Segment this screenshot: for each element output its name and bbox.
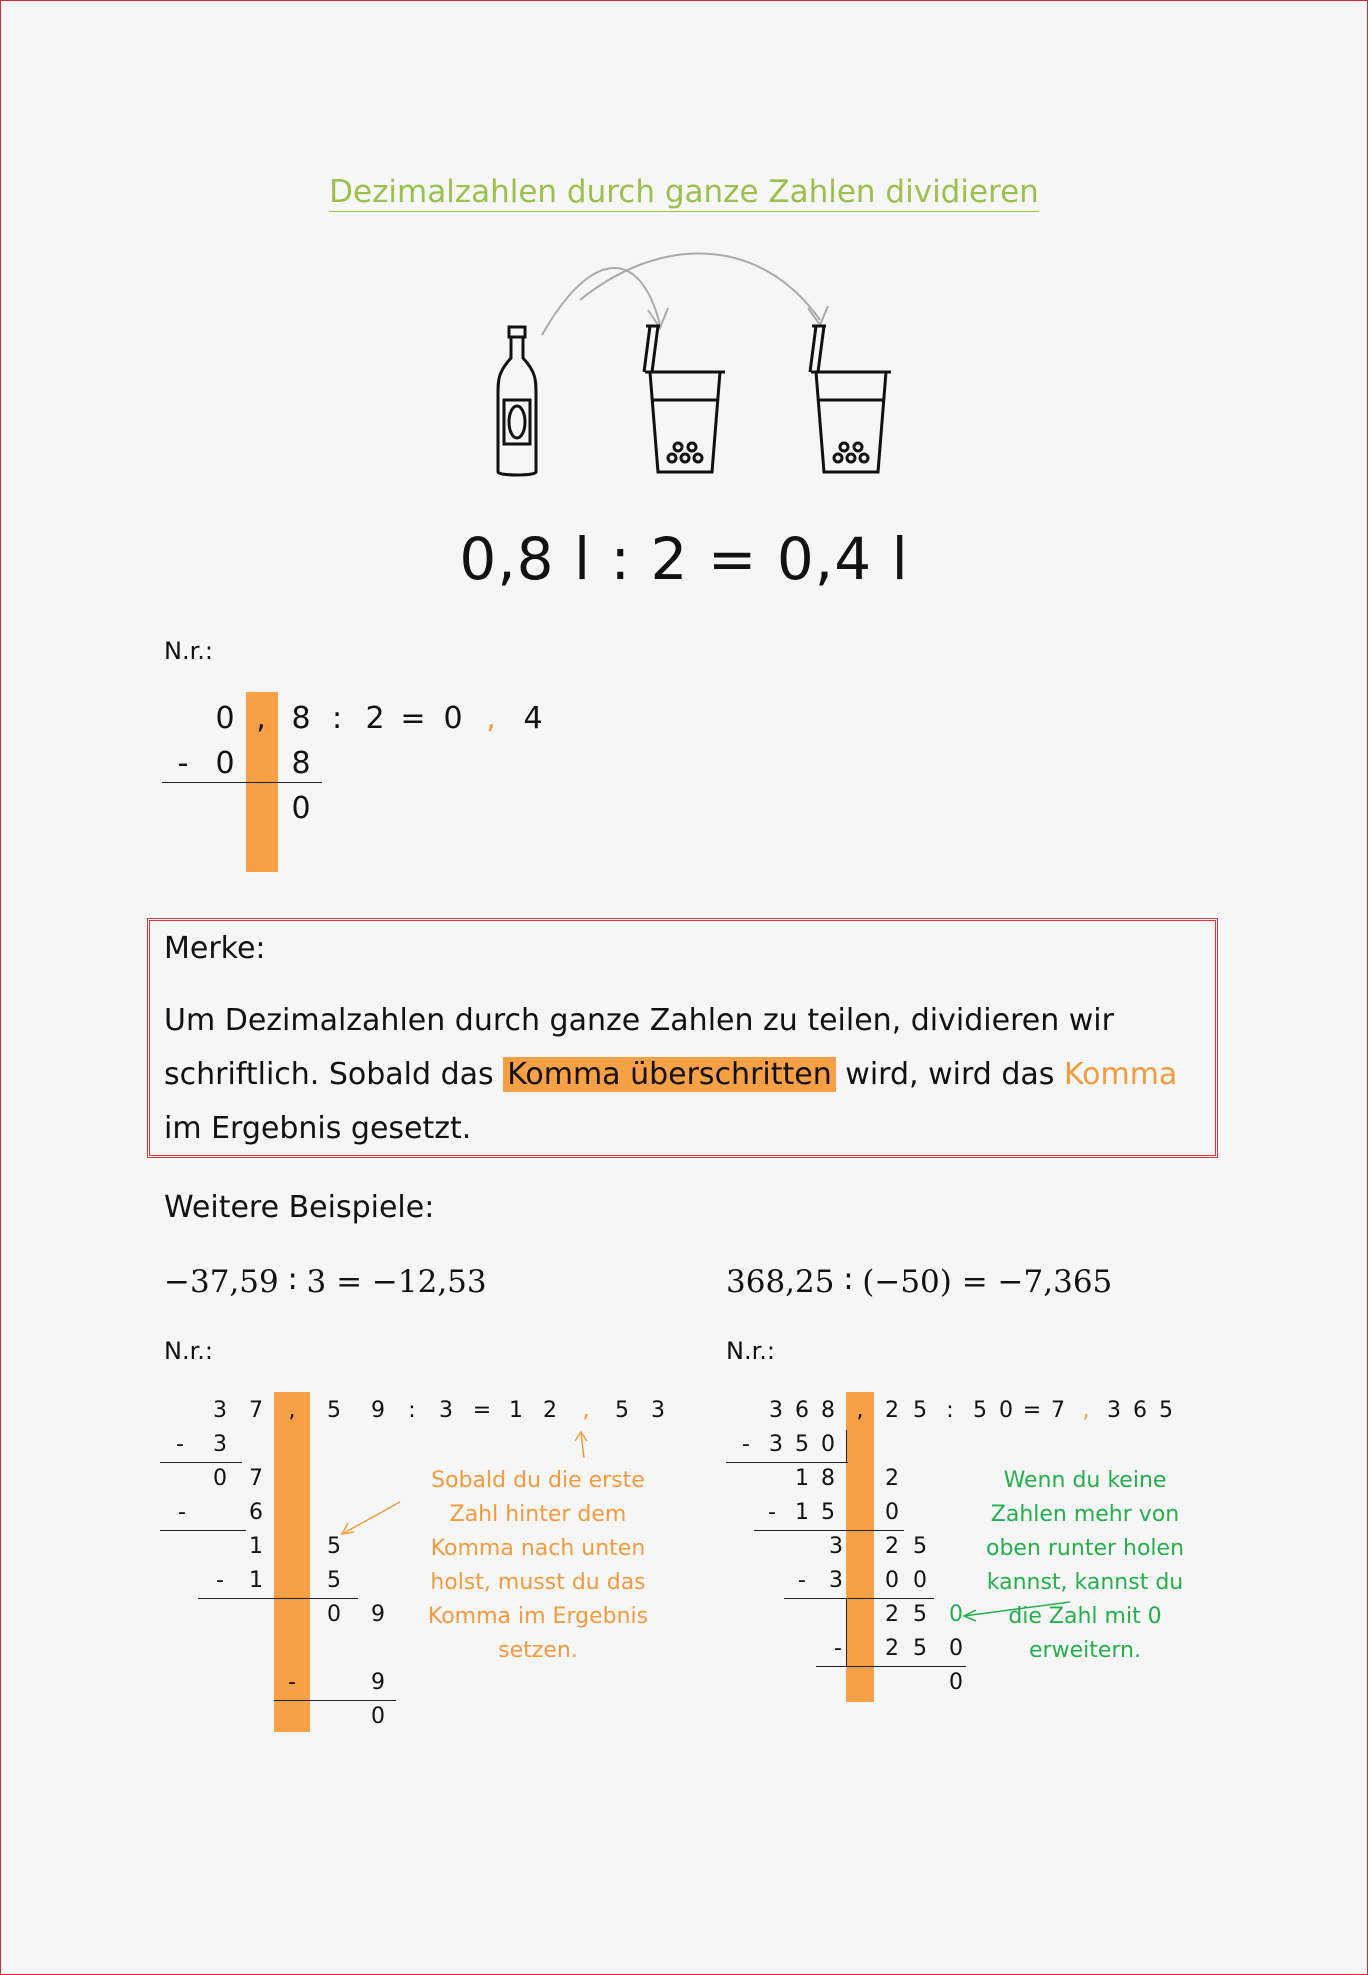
- result-comma: ,: [1082, 1398, 1090, 1423]
- digit: 8: [821, 1398, 835, 1423]
- digit: 5: [795, 1432, 809, 1457]
- main-equation: 0,8 l : 2 = 0,4 l: [459, 525, 909, 593]
- digit: 0: [371, 1704, 385, 1729]
- operator: =: [1022, 1398, 1042, 1423]
- digit: 2: [885, 1398, 899, 1423]
- merke-text: [164, 994, 1194, 1156]
- digit: 0: [885, 1568, 899, 1593]
- merke-text-part: Um Dezimalzahlen durch ganze Zahlen zu teilen, dividieren wir schriftlich. Sobald das: [164, 1003, 1114, 1092]
- merke-highlight: Komma überschritten: [503, 1057, 836, 1092]
- digit: 3: [439, 1398, 453, 1423]
- digit: 0: [213, 1466, 227, 1491]
- subtraction-line: [160, 1530, 246, 1531]
- note-null: Wenn du keine Zahlen mehr von oben runter holen kannst, kannst du die Zahl mit 0 erweitern.: [985, 1468, 1185, 1663]
- operator: :: [331, 701, 343, 736]
- minus-sign: -: [742, 1432, 750, 1457]
- note-komma: Sobald du die erste Zahl hinter dem Komma nach unten holst, musst du das Komma im Ergebnis setzen.: [427, 1468, 649, 1663]
- digit: 1: [509, 1398, 523, 1423]
- digit: 1: [249, 1568, 263, 1593]
- subtraction-line: [162, 782, 322, 783]
- minus-sign: -: [834, 1636, 842, 1661]
- digit: 5: [327, 1568, 341, 1593]
- comma: ,: [288, 1398, 296, 1423]
- digit: 5: [973, 1398, 987, 1423]
- comma: ,: [256, 701, 266, 736]
- minus-sign: -: [177, 746, 189, 781]
- merke-keyword: Komma: [1063, 1057, 1178, 1092]
- digit: 5: [913, 1534, 927, 1559]
- digit: 2: [885, 1534, 899, 1559]
- digit: 0: [913, 1568, 927, 1593]
- digit: 0: [291, 791, 311, 826]
- digit: 5: [913, 1636, 927, 1661]
- minus-sign: -: [176, 1432, 184, 1457]
- merke-text-part: wird, wird das: [835, 1057, 1064, 1092]
- weitere-heading: Weitere Beispiele:: [164, 1190, 435, 1225]
- digit: 7: [1051, 1398, 1065, 1423]
- curved-arrow-icon: [542, 253, 828, 335]
- subtraction-line: [160, 1462, 242, 1463]
- result-comma: ,: [486, 701, 496, 736]
- comma: ,: [856, 1398, 864, 1423]
- digit: 0: [215, 746, 235, 781]
- minus-sign: -: [798, 1568, 806, 1593]
- digit: 8: [821, 1466, 835, 1491]
- cup-icon: [644, 326, 725, 472]
- digit: 7: [249, 1398, 263, 1423]
- digit: 3: [651, 1398, 665, 1423]
- digit: 9: [371, 1602, 385, 1627]
- digit: 8: [291, 746, 311, 781]
- digit: 9: [371, 1398, 385, 1423]
- subtraction-line: [784, 1598, 934, 1599]
- subtraction-line: [726, 1462, 848, 1463]
- digit: 3: [829, 1568, 843, 1593]
- digit: 0: [443, 701, 463, 736]
- digit: 5: [821, 1500, 835, 1525]
- digit: 0: [885, 1500, 899, 1525]
- digit: 0: [949, 1670, 963, 1695]
- digit: 6: [795, 1398, 809, 1423]
- subtraction-line: [816, 1666, 966, 1667]
- digit: 3: [213, 1398, 227, 1423]
- digit: 5: [913, 1602, 927, 1627]
- digit: 0: [821, 1432, 835, 1457]
- appended-zero: 0: [949, 1602, 963, 1627]
- digit: 5: [615, 1398, 629, 1423]
- digit: 1: [795, 1500, 809, 1525]
- minus-sign: -: [768, 1500, 776, 1525]
- example-a-equation: −37,59 ∶ 3 = −12,53: [164, 1264, 487, 1300]
- nr-label: N.r.:: [726, 1337, 775, 1365]
- merke-text-part: im Ergebnis gesetzt.: [164, 1111, 472, 1146]
- digit: 1: [795, 1466, 809, 1491]
- nr-label: N.r.:: [164, 637, 213, 665]
- digit: 5: [913, 1398, 927, 1423]
- illustration: [480, 240, 900, 490]
- result-comma: ,: [582, 1398, 590, 1423]
- divider-line: [846, 1430, 847, 1462]
- operator: :: [408, 1398, 416, 1423]
- minus-sign: -: [178, 1500, 186, 1525]
- digit: 2: [885, 1602, 899, 1627]
- digit: 2: [543, 1398, 557, 1423]
- operator: :: [946, 1398, 954, 1423]
- bottle-icon: [498, 327, 536, 475]
- digit: 2: [885, 1636, 899, 1661]
- arrow-icon: [342, 1502, 400, 1534]
- digit: 0: [327, 1602, 341, 1627]
- digit: 3: [1107, 1398, 1121, 1423]
- digit: 3: [769, 1398, 783, 1423]
- operator: =: [472, 1398, 492, 1423]
- digit: 9: [371, 1670, 385, 1695]
- digit: 0: [949, 1636, 963, 1661]
- digit: 3: [213, 1432, 227, 1457]
- digit: 3: [829, 1534, 843, 1559]
- digit: 7: [249, 1466, 263, 1491]
- digit: 0: [215, 701, 235, 736]
- cup-icon: [810, 326, 891, 472]
- operator: =: [400, 701, 426, 736]
- digit: 2: [885, 1466, 899, 1491]
- digit: 0: [999, 1398, 1013, 1423]
- page-title: Dezimalzahlen durch ganze Zahlen dividieren: [329, 174, 1039, 210]
- subtraction-line: [274, 1700, 396, 1701]
- digit: 2: [365, 701, 385, 736]
- subtraction-line: [198, 1598, 358, 1599]
- digit: 4: [523, 701, 543, 736]
- digit: 5: [327, 1398, 341, 1423]
- merke-heading: Merke:: [164, 931, 266, 966]
- digit: 8: [291, 701, 311, 736]
- digit: 6: [1133, 1398, 1147, 1423]
- minus-sign: -: [216, 1568, 224, 1593]
- digit: 1: [249, 1534, 263, 1559]
- digit: 5: [327, 1534, 341, 1559]
- digit: 3: [769, 1432, 783, 1457]
- digit: 5: [1159, 1398, 1173, 1423]
- digit: 6: [249, 1500, 263, 1525]
- nr-label: N.r.:: [164, 1337, 213, 1365]
- minus-sign: -: [288, 1670, 296, 1695]
- subtraction-line: [754, 1530, 904, 1531]
- example-b-equation: 368,25 ∶ (−50) = −7,365: [726, 1264, 1113, 1300]
